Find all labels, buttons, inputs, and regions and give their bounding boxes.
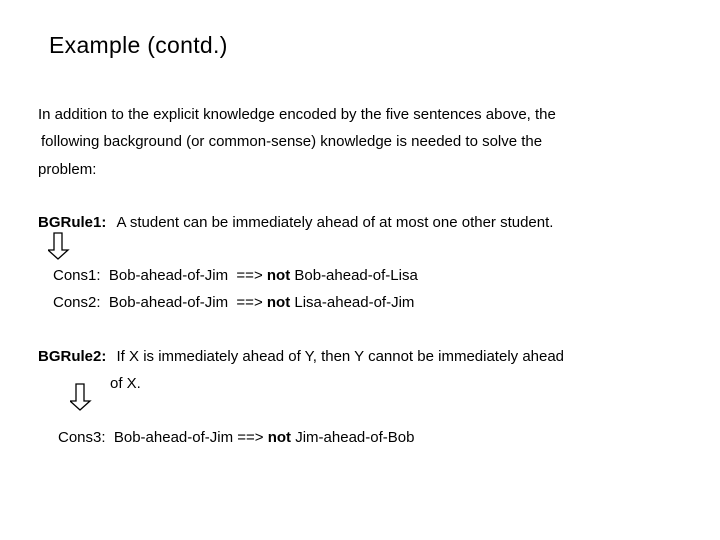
consequence-3-suffix: Jim-ahead-of-Bob xyxy=(295,429,415,446)
consequence-1-prefix: Cons1: Bob-ahead-of-Jim ==> xyxy=(53,267,263,284)
consequence-2-keyword: not xyxy=(266,294,291,311)
intro-line-3: problem: xyxy=(38,161,97,178)
consequence-3 xyxy=(58,429,414,447)
consequence-1-suffix: Bob-ahead-of-Lisa xyxy=(294,267,418,284)
rule1-text: A student can be immediately ahead of at most one other student. xyxy=(116,214,554,231)
consequence-2-prefix: Cons2: Bob-ahead-of-Jim ==> xyxy=(53,294,263,311)
down-arrow-icon xyxy=(70,383,92,411)
down-arrow-icon xyxy=(48,232,70,260)
consequence-2 xyxy=(53,294,414,312)
rule2 xyxy=(38,348,564,366)
consequence-1 xyxy=(53,267,418,285)
rule2-text-line-1: If X is immediately ahead of Y, then Y cannot be immediately ahead xyxy=(116,348,565,365)
intro-line-2: following background (or common-sense) knowledge is needed to solve the xyxy=(41,133,543,150)
rule1-label: BGRule1: xyxy=(38,214,107,231)
consequence-1-keyword: not xyxy=(266,267,291,284)
intro-line-1: In addition to the explicit knowledge encoded by the five sentences above, the xyxy=(38,106,556,123)
consequence-3-prefix: Cons3: Bob-ahead-of-Jim ==> xyxy=(58,429,264,446)
consequence-3-keyword: not xyxy=(267,429,292,446)
rule2-text-line-2: of X. xyxy=(110,375,141,392)
consequence-2-suffix: Lisa-ahead-of-Jim xyxy=(294,294,415,311)
rule2-label: BGRule2: xyxy=(38,348,107,365)
slide-title: Example (contd.) xyxy=(49,32,228,58)
rule1 xyxy=(38,214,553,232)
